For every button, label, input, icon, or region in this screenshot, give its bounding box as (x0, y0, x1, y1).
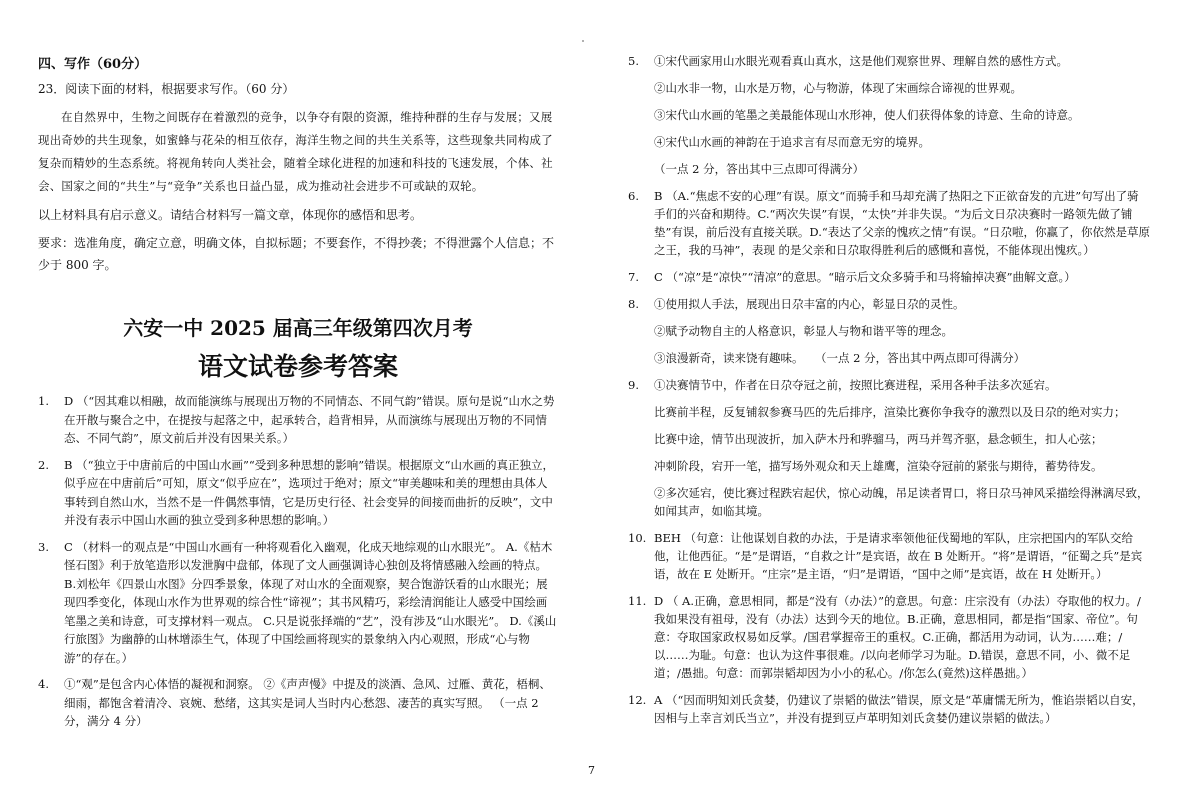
question-23-header: 23．阅读下面的材料，根据要求写作。（60 分） (38, 82, 295, 96)
answer-key-title: 六安一中 2025 届高三年级第四次月考 (123, 316, 473, 340)
answer-item-9 (628, 376, 1150, 394)
answer-key-subtitle: 语文试卷参考答案 (197, 352, 398, 381)
answer-number: 1. (38, 394, 49, 408)
answer-number: 2. (38, 457, 49, 472)
writing-requirement: 要求：选准角度，确定立意，明确文体，自拟标题；不要套作，不得抄袭；不得泄露个人信息；不少于 800 字。 (38, 236, 555, 272)
answer-item-8 (628, 295, 1150, 313)
answer-number: 4. (38, 677, 49, 691)
answer-number: 3. (38, 539, 49, 554)
answer-text: D （ A.正确，意思相同，都是“没有（办法）”的意思。句意：庄宗没有（办法）夺取他的权力。/我如果没有祖母，没有（办法）达到今天的地位。B.正确，意思相同，都是指“国家、帝位”。句意：夺取国家政权易如反掌。/国君掌握帝王的重权。C.正确，都活用为动词，认为……难；/以……为耻。句意：也认为这件事很难。/以向老师学习为耻。D.错误，意思不同，小、微不足道；/愚拙。句意：而郭崇韬却因为小小的私心。/你怎么(竟然)这样愚拙。） (654, 594, 1141, 680)
scan-dot (582, 40, 584, 42)
answer-number: 9. (628, 378, 639, 392)
answer-text: ①“观”是包含内心体悟的凝视和洞察。 ②《声声慢》中提及的淡酒、急风、过雁、黄花，梧桐、细雨，都饱含着清冷、哀婉、愁绪，这其实是词人当时内心愁怨、凄苦的真实写照。 （一点 2 分，满分 4 分） (64, 677, 551, 728)
answer-item (38, 675, 558, 731)
answer-point: ③浪漫新奇，读来饶有趣味。 （一点 2 分，答出其中两点即可得满分） (654, 351, 1026, 365)
answer-item-12 (628, 691, 1150, 727)
answer-number: 12. (628, 693, 647, 707)
answer-point: ②多次延宕，使比赛过程跌宕起伏，惊心动魄，吊足读者胃口，将日尕马神风采描绘得淋漓尽致，如闻其声，如临其境。 (654, 486, 1149, 518)
answer-item-11 (628, 592, 1150, 682)
answer-point: 比赛中途，情节出现波折，加入萨木丹和骅骝马，两马并驾齐驱，悬念顿生，扣人心弦； (654, 432, 1103, 446)
answer-text: C （材料一的观点是“中国山水画有一种将观看化入幽观，化成天地综观的山水眼光”。 A.《枯木怪石图》利于放笔造形以发泄胸中盘郁，体现了文人画强调诗心独创及将情感融入绘画的特点。B.刘松年《四景山水图》分四季景象，体现了对山水的全面观察，契合饱游饫看的山水眼光；展现四季变化，体现山水作为世界观的综合性“谛视”；其书风精巧，彩绘清润能让人感受中国绘画笔墨之美和诗意，可支撑材料一观点。 C.只是说张择端的“艺”，没有涉及“山水眼光”。 D.《溪山行旅图》为幽静的山林增添生气，体现了中国绘画将现实的景象纳入内心观照，形成“心与物游”的存在。） (64, 539, 557, 665)
writing-instruction: 以上材料具有启示意义。请结合材料写一篇文章，体现你的感悟和思考。 (38, 208, 423, 222)
answer-item-10 (628, 529, 1150, 583)
answer-number: 6. (628, 189, 639, 203)
answer-number: 8. (628, 297, 639, 311)
answer-text: B （A.“焦虑不安的心理”有误。原文“而骑手和马却充满了热阳之下正欲奋发的亢进”句写出了骑手们的兴奋和期待。C.“两次失误”有误，“太快”并非失误。“为后文日尕决赛时一路领先做了铺垫”有误，前后没有直接关联。D.“表达了父亲的愧疚之情”有误。“日尕啦，你赢了，你依然是草原之王，我的马神”，表现 的是父亲和日尕取得胜利后的感慨和喜悦，不能体现出愧疚。） (654, 189, 1150, 257)
answer-item (38, 392, 558, 448)
answer-text: A （“因而明知刘氏贪婪，仍建议了崇韬的做法”错误，原文是“革庸懦无所为，惟谄崇韬以自安，因相与上幸言刘氏当立”，并没有提到豆卢革明知刘氏贪婪仍建议崇韬的做法。） (654, 693, 1144, 725)
answer-item-7 (628, 268, 1150, 286)
answer-item (38, 538, 558, 668)
left-column (38, 52, 558, 739)
answer-text: B （“独立于中唐前后的中国山水画”“受到多种思想的影响”错误。根据原文“山水画的真正独立，似乎应在中唐前后”可知，原文“似乎应在”，选项过于绝对；原文“审美趣味和美的理想由具体人事转到自然山水，当然不是一件偶然事情，它是历史行径、社会变异的间接而曲折的反映”，文中并没有表示中国山水画的独立受到多种思想的影响。） (64, 457, 554, 527)
answer-text: C （“凉”是“凉快”“清凉”的意思。“暗示后文众多骑手和马将输掉决赛”曲解文意。） (654, 270, 1076, 284)
answer-point: ④宋代山水画的神韵在于追求言有尽而意无穷的境界。 (654, 135, 930, 149)
answer-point: ②赋予动物自主的人格意识，彰显人与物和谐平等的理念。 (654, 324, 953, 338)
answer-item (38, 456, 558, 530)
answer-point: ③宋代山水画的笔墨之美最能体现山水形神，使人们获得体象的诗意、生命的诗意。 (654, 108, 1080, 122)
answer-text: ①决赛情节中，作者在日尕夺冠之前，按照比赛进程，采用各种手法多次延宕。 (654, 378, 1057, 392)
answer-point: 冲刺阶段，宕开一笔，描写场外观众和天上雄鹰，渲染夺冠前的紧张与期待，蓄势待发。 (654, 459, 1103, 473)
answer-item-6 (628, 187, 1150, 259)
writing-prompt-material: 在自然界中，生物之间既存在着激烈的竞争，以争夺有限的资源，维持种群的生存与发展；又展现出奇妙的共生现象，如蜜蜂与花朵的相互依存，海洋生物之间的共生关系等，这些现象共同构成了复杂而精妙的生态系统。将视角转向人类社会，随着全球化进程的加速和科技的飞速发展，个体、社会、国家之间的“共生”与“竞争”关系也日益凸显，成为推动社会进步不可或缺的双轮。 (38, 110, 553, 193)
answer-point: ②山水非一物，山水是万物，心与物游，体现了宋画综合谛视的世界观。 (654, 81, 1022, 95)
answer-number: 11. (628, 594, 647, 608)
answer-text: D （“因其难以相融，故而能演练与展现出万物的不同情态、不同气韵”错误。原句是说“山水之势在开散与聚合之中，在提按与起落之中，起承转合，趋背相异，从而演练与展现出万物的不同情态、不同气韵”，原文前后并没有因果关系。） (64, 394, 555, 445)
page-number: 7 (588, 764, 595, 777)
answer-text: ①宋代画家用山水眼光观看真山真水，这是他们观察世界、理解自然的感性方式。 (654, 54, 1068, 68)
answer-item-5 (628, 52, 1150, 70)
answer-point: 比赛前半程，反复铺叙参赛马匹的先后排序，渲染比赛你争我夺的激烈以及日尕的绝对实力； (654, 405, 1126, 419)
writing-section-title: 四、写作（60分） (38, 57, 148, 72)
scoring-note: （一点 2 分，答出其中三点即可得满分） (654, 162, 865, 176)
answer-number: 5. (628, 54, 639, 68)
answer-text: ①使用拟人手法，展现出日尕丰富的内心，彰显日尕的灵性。 (654, 297, 965, 311)
answer-number: 10. (628, 531, 647, 545)
answer-text: BEH （句意：让他谋划自救的办法，于是请求率领他征伐蜀地的军队，庄宗把国内的军队交给他，让他西征。“是”是谓语，“自救之计”是宾语，故在 B 处断开。“将”是谓语，“征蜀之兵”是宾语，故在 E 处断开。“庄宗”是主语，“归”是谓语，“国中之师”是宾语，故在 H 处断开。） (654, 531, 1143, 581)
answer-number: 7. (628, 270, 639, 284)
right-column (628, 52, 1150, 736)
